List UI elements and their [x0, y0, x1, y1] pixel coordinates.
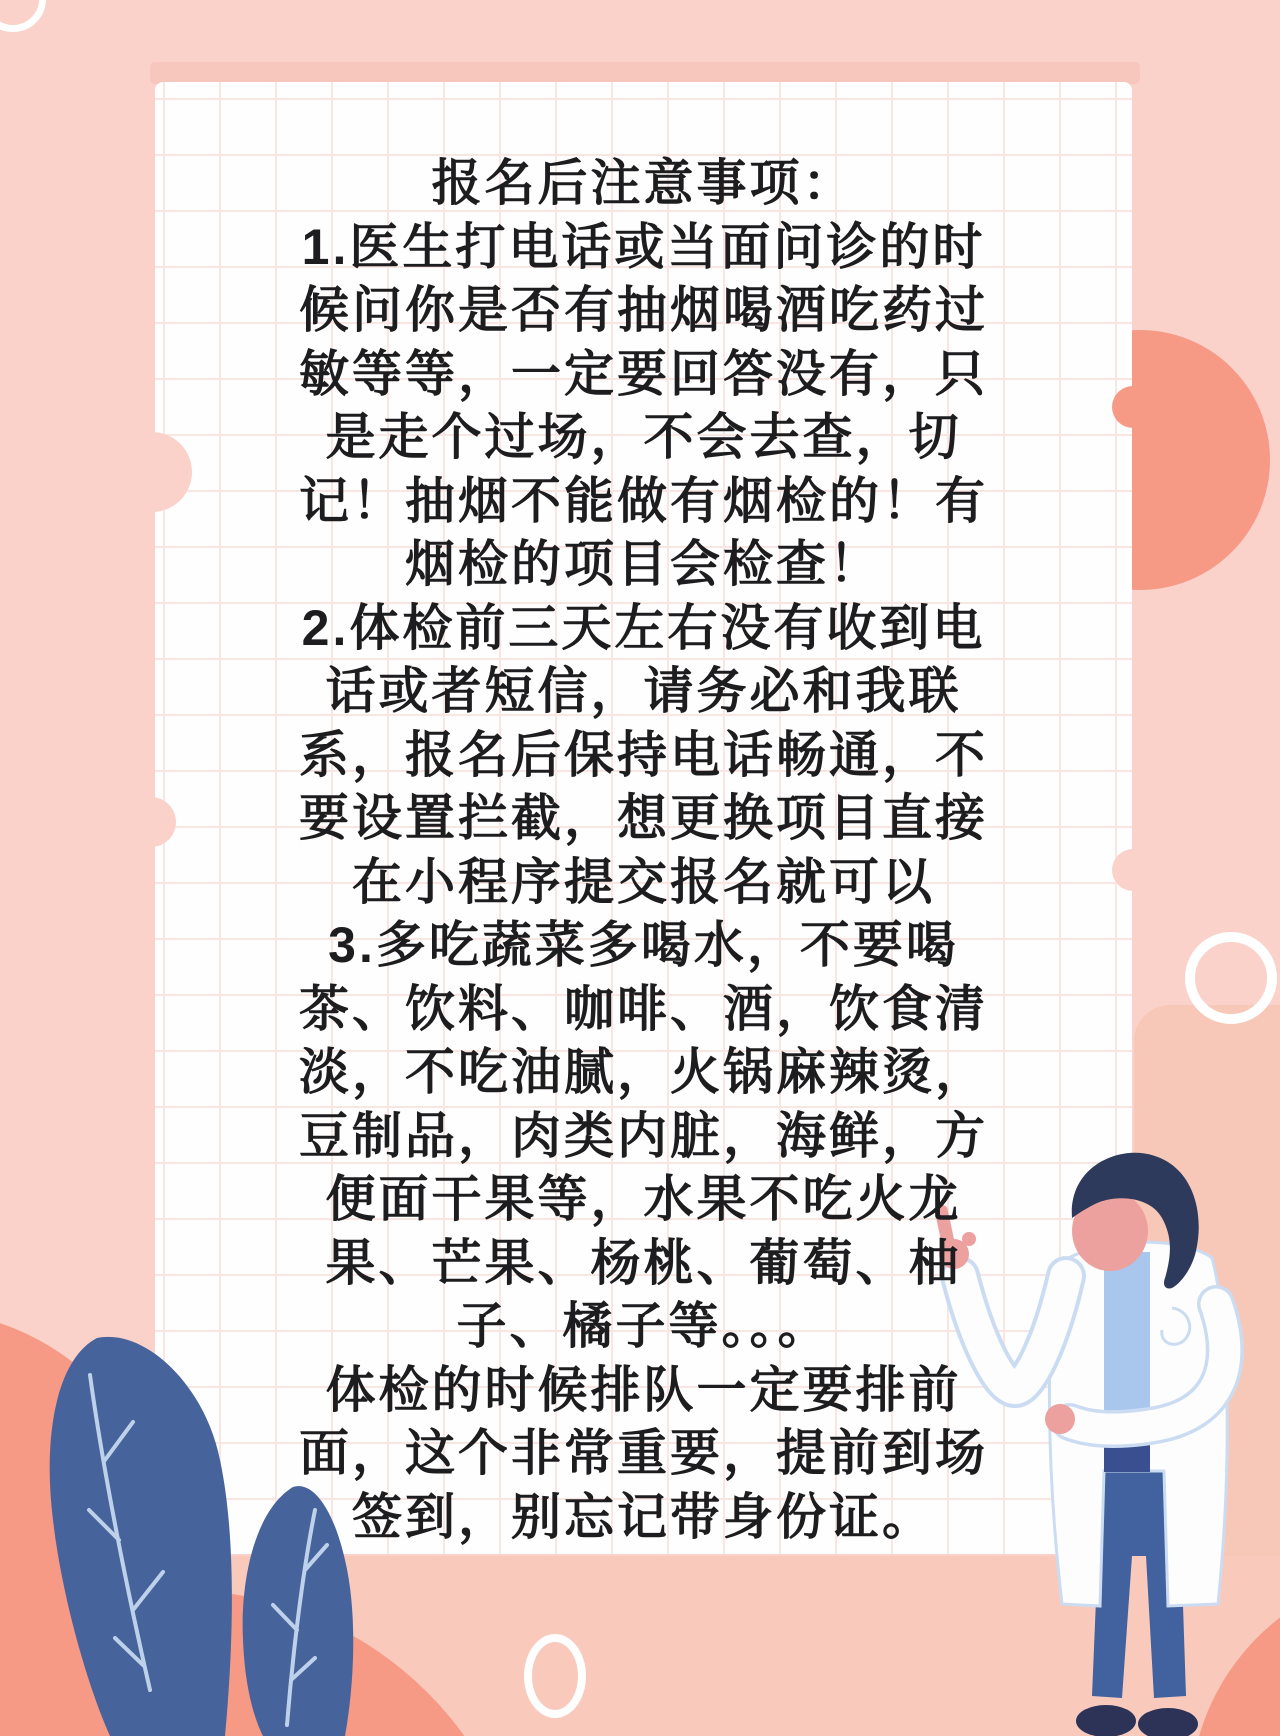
notice-line: 记！抽烟不能做有烟检的！有 [299, 472, 988, 529]
notice-line: 茶、饮料、咖啡、酒，饮食清 [299, 980, 988, 1037]
notice-line: 烟检的项目会检查！ [405, 536, 882, 592]
notice-line: 是走个过场，不会去查，切 [325, 409, 962, 465]
notice-line: 豆制品，肉类内脏，海鲜，方 [299, 1107, 988, 1164]
notice-line: 便面干果等，水果不吃火龙 [325, 1171, 962, 1227]
notice-line: 系，报名后保持电话畅通，不 [299, 726, 988, 783]
circle-outline-icon [524, 1634, 586, 1718]
notice-line: 子、橘子等。。。 [456, 1298, 831, 1354]
circle-outline-icon [1185, 932, 1277, 1024]
doctor-shoe [1138, 1708, 1198, 1736]
notice-line: 淡，不吃油腻，火锅麻辣烫， [299, 1044, 988, 1100]
notice-text [155, 152, 1132, 1549]
notice-line: 3.多吃蔬菜多喝水，不要喝 [328, 917, 959, 973]
notice-line: 体检的时候排队一定要排前 [325, 1361, 962, 1418]
notice-line: 候问你是否有抽烟喝酒吃药过 [299, 282, 988, 338]
notice-line: 话或者短信，请务必和我联 [325, 663, 962, 719]
notice-line: 果、芒果、杨桃、葡萄、柚 [325, 1234, 962, 1291]
notice-line: 签到，别忘记带身份证。 [352, 1488, 935, 1545]
notice-line: 1.医生打电话或当面问诊的时 [301, 218, 986, 275]
notice-line: 要设置拦截，想更换项目直接 [299, 790, 988, 846]
notice-title: 报名后注意事项： [431, 155, 856, 211]
doctor-shoe [1076, 1705, 1136, 1736]
notice-line: 敏等等，一定要回答没有，只 [299, 345, 988, 402]
notice-line: 面，这个非常重要，提前到场 [299, 1425, 988, 1481]
circle-outline-icon [0, 0, 46, 32]
notice-line: 2.体检前三天左右没有收到电 [301, 599, 986, 656]
notice-line: 在小程序提交报名就可以 [352, 853, 935, 910]
card-top-shadow [150, 62, 1140, 84]
